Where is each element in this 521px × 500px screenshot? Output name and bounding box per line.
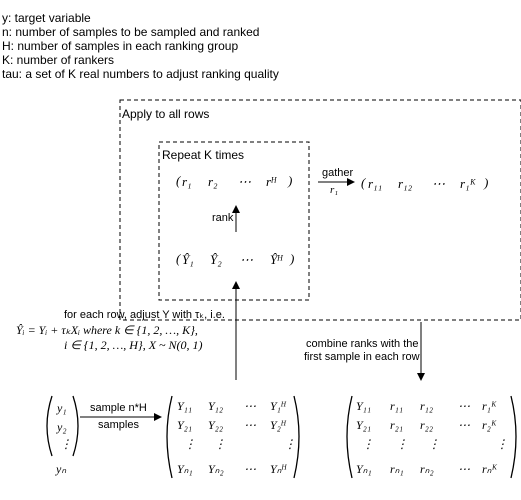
legend-n: n: number of samples to be sampled and ranked — [2, 25, 260, 39]
r-matrix-cell: ⋮ — [496, 437, 508, 451]
gathered-row-cell: r₁₁ — [368, 176, 383, 191]
r-matrix-cell: r₁ᴷ — [482, 399, 497, 413]
y-matrix-cell: Yₙ₁ — [177, 462, 193, 476]
yhat-row-cell: ⋯ — [240, 252, 253, 267]
r-matrix-left-paren — [347, 396, 352, 478]
y-vector-left-paren — [47, 396, 52, 456]
gathered-row-cell: r₁ᴷ — [460, 176, 476, 191]
yhat-row-cell: Ŷ₁ — [182, 252, 194, 267]
y-matrix-cell: Y₂₂ — [208, 418, 224, 432]
r-matrix-cell: ⋯ — [458, 462, 470, 476]
rank-row-open-paren: ( — [176, 173, 181, 188]
gathered-row-cell: ⋯ — [432, 176, 445, 191]
adjust-note-line2: Ŷᵢ = Yᵢ + τₖXᵢ where k ∈ {1, 2, …, K}, — [16, 323, 198, 337]
adjust-note-line3: i ∈ {1, 2, …, H}, X ~ N(0, 1) — [64, 338, 203, 352]
rank-row-cell: r₁ — [182, 174, 192, 189]
r-matrix-cell: rₙ₁ — [390, 462, 404, 476]
y-matrix-cell: Yₙ₂ — [208, 462, 224, 476]
r-matrix-cell: Y₂₁ — [356, 418, 372, 432]
gathered-row-cell: r₁₂ — [398, 176, 413, 191]
y-matrix-cell: ⋮ — [284, 437, 296, 451]
gather-sub: r₁ — [330, 184, 339, 196]
y-vector-cell: ⋮ — [60, 437, 72, 451]
inner-box-title: Repeat K times — [162, 148, 245, 162]
y-matrix-cell: Y₁ᴴ — [270, 399, 286, 413]
y-matrix-cell: Y₂₁ — [177, 418, 193, 432]
combine-note-line2: first sample in each row — [304, 351, 420, 363]
y-vector-right-paren — [73, 396, 78, 456]
yhat-row-cell: Ŷᴴ — [270, 252, 282, 267]
combine-note-line1: combine ranks with the — [306, 338, 419, 350]
yhat-row-close-paren: ) — [290, 251, 295, 266]
legend-k: K: number of rankers — [2, 53, 115, 67]
r-matrix-cell: ⋮ — [396, 437, 408, 451]
gathered-row-open-paren: ( — [361, 175, 366, 190]
y-vector-cell: y₁ — [57, 401, 67, 415]
r-matrix-cell: ⋯ — [458, 418, 470, 432]
r-matrix-cell: Y₁₁ — [356, 399, 372, 413]
y-vector-cell: yₙ — [56, 462, 67, 476]
r-matrix-cell: r₂₂ — [420, 418, 434, 432]
y-matrix-cell: Y₁₂ — [208, 399, 224, 413]
outer-dashed-box — [120, 100, 521, 320]
y-matrix-cell: ⋮ — [214, 437, 226, 451]
legend-h: H: number of samples in each ranking group — [2, 39, 239, 53]
rank-row-cell: ⋯ — [238, 174, 251, 189]
r-matrix-cell: Yₙ₁ — [356, 462, 372, 476]
y-matrix-cell: Y₁₁ — [177, 399, 193, 413]
rank-row-cell: rᴴ — [266, 174, 276, 189]
rank-label: rank — [212, 212, 234, 224]
r-matrix-cell: r₁₂ — [420, 399, 434, 413]
yhat-row-cell: Ŷ₂ — [210, 252, 222, 267]
r-matrix-cell: rₙ₂ — [420, 462, 434, 476]
sample-label-line2: samples — [98, 419, 139, 431]
y-matrix-cell: ⋯ — [244, 462, 256, 476]
y-matrix-cell: ⋯ — [244, 418, 256, 432]
r-matrix-cell: rₙᴷ — [482, 462, 498, 476]
y-matrix-cell: ⋮ — [184, 437, 196, 451]
adjust-note-line1: for each row, adjust Y with τₖ, i.e. — [64, 309, 225, 321]
yhat-row-open-paren: ( — [176, 251, 181, 266]
y-matrix-left-paren — [167, 396, 172, 478]
inner-dashed-box — [159, 142, 309, 300]
r-matrix-cell: r₁₁ — [390, 399, 404, 413]
sample-label-line1: sample n*H — [90, 402, 147, 414]
gathered-row-close-paren: ) — [484, 175, 489, 190]
r-matrix-cell: ⋮ — [362, 437, 374, 451]
legend-tau: tau: a set of K real numbers to adjust ranking quality — [2, 67, 279, 81]
r-matrix-cell: r₂₁ — [390, 418, 404, 432]
gather-label: gather — [322, 167, 354, 179]
y-matrix-cell: Y₂ᴴ — [270, 418, 286, 432]
y-vector-cell: y₂ — [57, 420, 67, 434]
rank-row-cell: r₂ — [208, 174, 218, 189]
r-matrix-cell: ⋯ — [458, 399, 470, 413]
r-matrix-cell: ⋮ — [428, 437, 440, 451]
y-matrix-cell: ⋯ — [244, 399, 256, 413]
rank-row-close-paren: ) — [288, 173, 293, 188]
r-matrix-right-paren — [511, 396, 516, 478]
y-matrix-cell: Yₙᴴ — [270, 462, 286, 476]
outer-box-title: Apply to all rows — [122, 107, 210, 121]
r-matrix-cell: r₂ᴷ — [482, 418, 497, 432]
legend-y: y: target variable — [2, 11, 91, 25]
